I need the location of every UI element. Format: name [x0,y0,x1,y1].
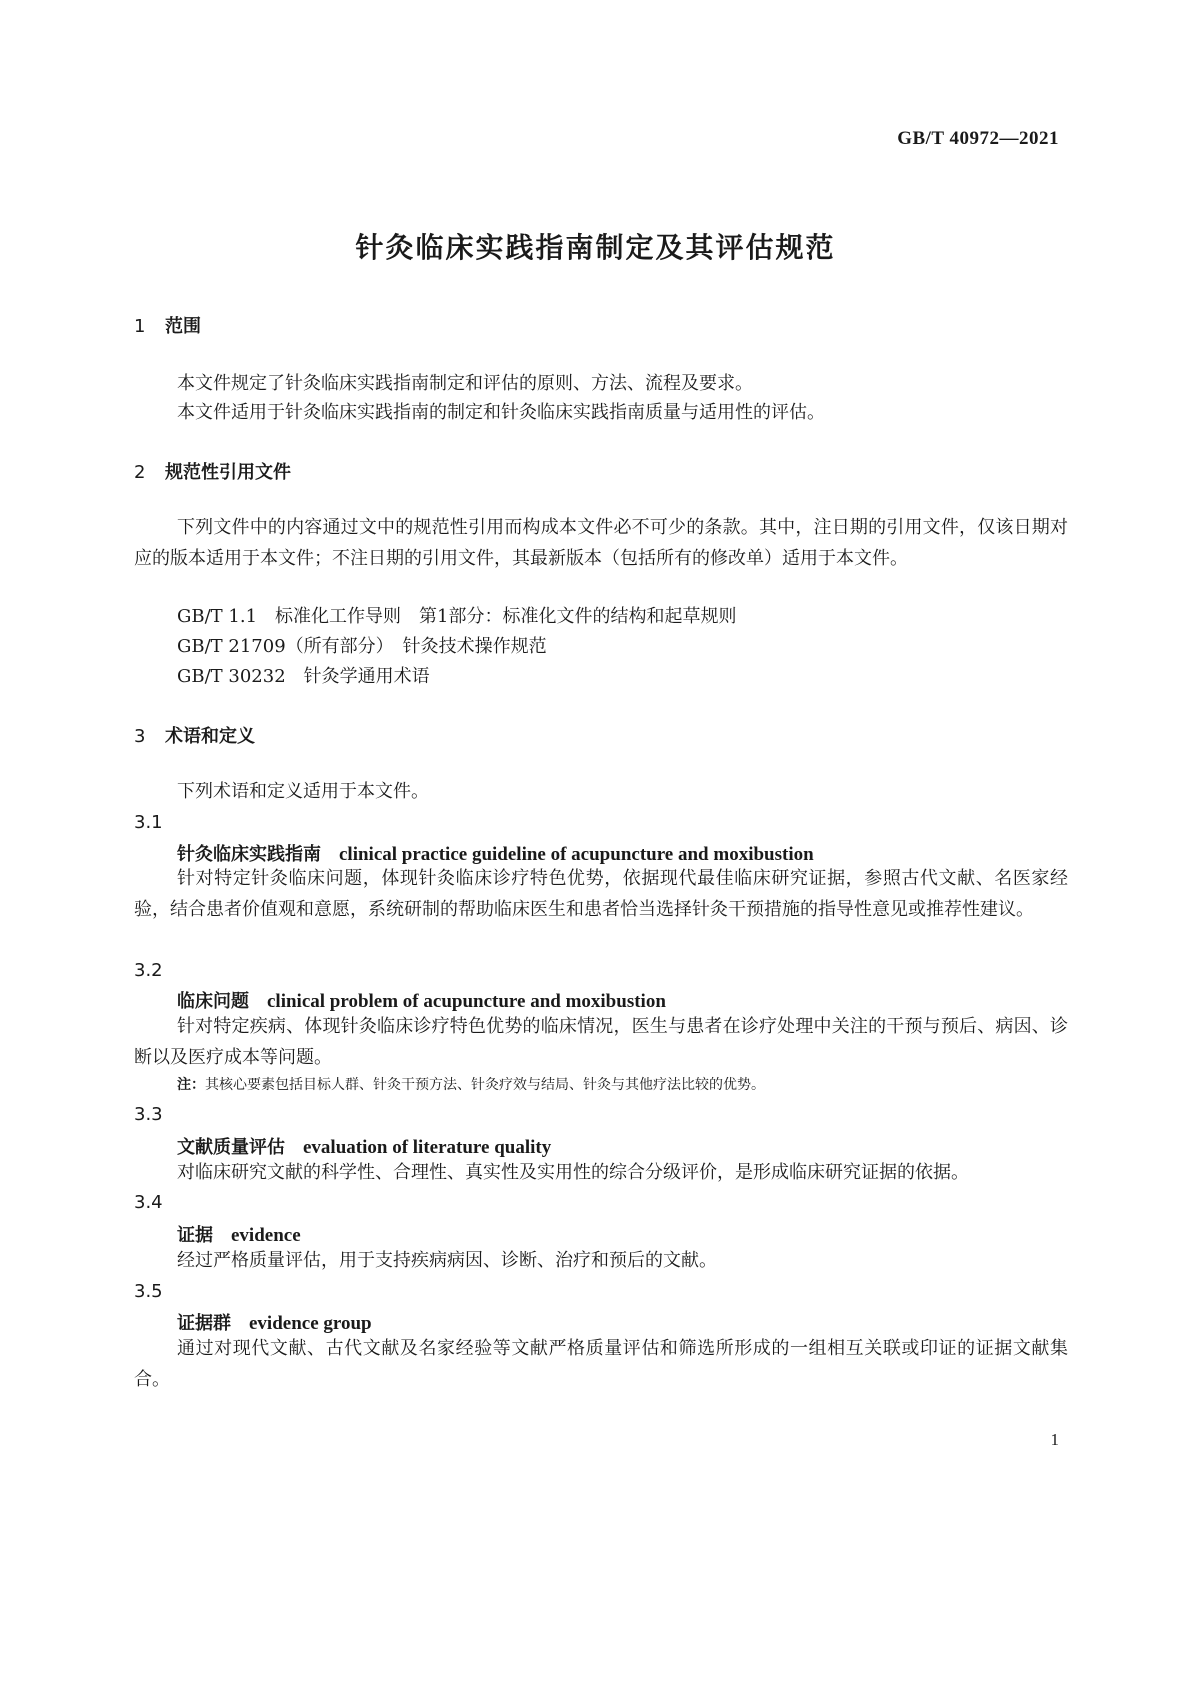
term-note [177,1074,765,1096]
term-definition: 通过对现代文献、古代文献及名家经验等文献严格质量评估和筛选所形成的一组相互关联或印证的证据文献集合。 [134,1338,1068,1390]
reference-item [177,631,547,662]
reference-item [177,661,430,692]
note-label: 注： [177,1077,205,1093]
term-zh: 证据群 [177,1313,231,1334]
document-title: 针灸临床实践指南制定及其评估规范 [355,231,836,264]
page-number: 1 [1050,1430,1059,1449]
section-heading-normative-references [134,458,291,484]
term-number: 3.2 [134,960,163,981]
paragraph: 本文件适用于针灸临床实践指南的制定和针灸临床实践指南质量与适用性的评估。 [177,402,825,423]
section-title: 规范性引用文件 [165,462,291,483]
term-number: 3.1 [134,812,163,833]
term-en: evaluation of literature quality [303,1137,552,1158]
term-number: 3.5 [134,1281,163,1302]
term-definition: 经过严格质量评估，用于支持疾病病因、诊断、治疗和预后的文献。 [177,1250,717,1271]
standard-code: GB/T 40972—2021 [897,128,1059,149]
section-number: 1 [134,316,146,337]
term-zh: 文献质量评估 [177,1137,285,1158]
term-en: evidence group [249,1313,372,1334]
section-title: 范围 [165,316,201,337]
term-heading [177,1309,372,1335]
term-zh: 针灸临床实践指南 [177,844,321,865]
term-number: 3.3 [134,1104,163,1125]
section-title: 术语和定义 [165,726,255,747]
section-number: 3 [134,726,146,747]
section-number: 2 [134,462,146,483]
paragraph: 本文件规定了针灸临床实践指南制定和评估的原则、方法、流程及要求。 [177,373,753,394]
term-definition: 针对特定疾病、体现针灸临床诊疗特色优势的临床情况，医生与患者在诊疗处理中关注的干预与预后、病因、诊断以及医疗成本等问题。 [134,1016,1068,1068]
term-zh: 临床问题 [177,991,249,1012]
term-en: evidence [231,1225,301,1246]
term-definition: 对临床研究文献的科学性、合理性、真实性及实用性的综合分级评价，是形成临床研究证据的依据。 [177,1162,969,1183]
paragraph: 下列术语和定义适用于本文件。 [177,781,429,802]
term-heading [177,1133,551,1159]
note-text: 其核心要素包括目标人群、针灸干预方法、针灸疗效与结局、针灸与其他疗法比较的优势。 [205,1077,765,1093]
reference-title: 标准化工作导则 第1部分：标准化文件的结构和起草规则 [275,606,737,627]
term-en: clinical practice guideline of acupuncture and moxibustion [339,844,814,865]
term-heading [177,1221,301,1247]
reference-code: GB/T 30232 [177,666,286,687]
reference-title: 针灸学通用术语 [303,666,430,687]
reference-code: GB/T 21709（所有部分） [177,636,385,657]
term-definition: 针对特定针灸临床问题，体现针灸临床诊疗特色优势，依据现代最佳临床研究证据，参照古代文献、名医家经验，结合患者价值观和意愿，系统研制的帮助临床医生和患者恰当选择针灸干预措施的指导性意见或推荐性建议。 [134,868,1068,920]
reference-code: GB/T 1.1 [177,606,258,627]
reference-item [177,601,736,632]
term-heading [177,987,666,1013]
term-number: 3.4 [134,1192,163,1213]
paragraph: 下列文件中的内容通过文中的规范性引用而构成本文件必不可少的条款。其中，注日期的引用文件，仅该日期对应的版本适用于本文件；不注日期的引用文件，其最新版本（包括所有的修改单）适用于本文件。 [134,517,1068,569]
reference-title: 针灸技术操作规范 [402,636,547,657]
section-heading-scope [134,312,201,338]
section-heading-terms [134,722,255,748]
term-en: clinical problem of acupuncture and moxibustion [267,991,666,1012]
term-zh: 证据 [177,1225,213,1246]
